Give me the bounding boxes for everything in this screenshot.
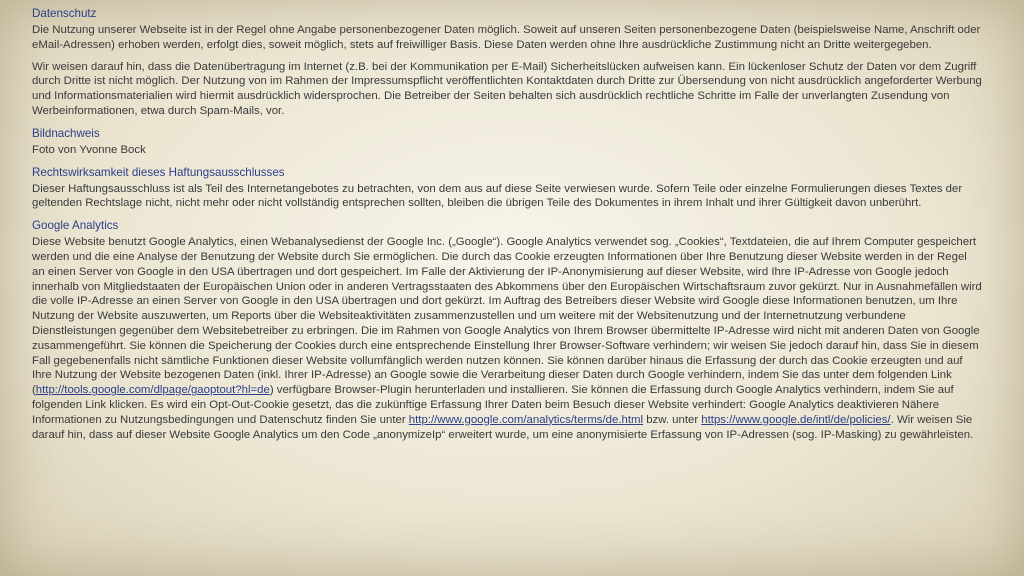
heading-bildnachweis: Bildnachweis: [32, 126, 100, 140]
heading-datenschutz: Datenschutz: [32, 7, 97, 20]
paragraph-google-analytics: [32, 235, 982, 442]
paragraph-bildnachweis: Foto von Yvonne Bock: [32, 143, 146, 156]
link-analytics-terms[interactable]: http://www.google.com/analytics/terms/de.html: [408, 413, 644, 426]
paragraph-datenschutz-2: Wir weisen darauf hin, dass die Datenübertragung im Internet (z.B. bei der Kommunikation per E-Mail) Sicherheitslücken aufweisen kann. Ein lückenloser Schutz der Daten vor dem Zugriff durch Dritte ist nicht möglich. Der Nutzung von im Rahmen der Impressumspflicht veröffentlichten Kontaktdaten durch Dritte zur Übersendung von nicht ausdrücklich angeforderter Werbung und Informationsmaterialien wird hiermit ausdrücklich widersprochen. Die Betreiber der Seiten behalten sich ausdrücklich rechtliche Schritte im Falle der unverlangten Zusendung von Werbeinformationen, etwa durch Spam-Mails, vor.: [32, 60, 982, 117]
document-content: [32, 6, 982, 449]
link-google-policies[interactable]: https://www.google.de/intl/de/policies/: [701, 413, 891, 426]
heading-google-analytics: Google Analytics: [32, 219, 119, 233]
ga-text-part3: bzw. unter: [643, 413, 702, 426]
ga-text-part1: Diese Website benutzt Google Analytics, einen Webanalysedienst der Google Inc. („Google“). Google Analytics verwendet sog. „Cookies“, Textdateien, die auf Ihrem Computer gespeichert werden und die eine Analyse der Benutzung der Website durch Sie ermöglichen. Die durch das Cookie erzeugten Informationen über Ihre Benutzung dieser Website werden in der Regel an einen Server von Google in den USA übertragen und dort gespeichert. Im Falle der Aktivierung der IP-Anonymisierung auf dieser Website, wird Ihre IP-Adresse von Google jedoch innerhalb von Mitgliedstaaten der Europäischen Union oder in anderen Vertragsstaaten des Abkommens über den Europäischen Wirtschaftsraum zuvor gekürzt. Nur in Ausnahmefällen wird die volle IP-Adresse an einen Server von Google in den USA übertragen und dort gekürzt. Im Auftrag des Betreibers dieser Website wird Google diese Informationen benutzen, um Ihre Nutzung der Website auszuwerten, um Reports über die Websiteaktivitäten zusammenzustellen und um weitere mit der Websitenutzung und der Internetnutzung verbundene Dienstleistungen gegenüber dem Websitebetreiber zu erbringen. Die im Rahmen von Google Analytics von Ihrem Browser übermittelte IP-Adresse wird nicht mit anderen Daten von Google zusammengeführt. Sie können die Speicherung der Cookies durch eine entsprechende Einstellung Ihrer Browser-Software verhindern; wir weisen Sie jedoch darauf hin, dass Sie in diesem Fall gegebenenfalls nicht sämtliche Funktionen dieser Website vollumfänglich werden nutzen können. Sie können darüber hinaus die Erfassung der durch das Cookie erzeugten und auf Ihre Nutzung der Website bezogenen Daten (inkl. Ihrer IP-Adresse) an Google sowie die Verarbeitung dieser Daten durch Google verhindern, indem Sie das unter dem folgenden Link (: [32, 236, 982, 397]
link-gaoptout[interactable]: http://tools.google.com/dlpage/gaoptout?hl=de: [35, 384, 270, 397]
ga-text-part2: ) verfügbare Browser-Plugin herunterladen und installieren. Sie können die Erfassung durch Google Analytics verhindern, indem Sie auf folgenden Link klicken. Es wird ein Opt-Out-Cookie gesetzt, das die zukünftige Erfassung Ihrer Daten beim Besuch dieser Website verhindert: Google Analytics deaktivieren Nähere Informationen zu Nutzungsbedingungen und Datenschutz finden Sie unter: [32, 384, 954, 426]
ga-text-part4: . Wir weisen Sie darauf hin, dass auf dieser Website Google Analytics um den Code „anonymizeIp“ erweitert wurde, um eine anonymisierte Erfassung von IP-Adressen (sog. IP-Masking) zu gewährleisten.: [32, 413, 974, 441]
paragraph-datenschutz-1: Die Nutzung unserer Webseite ist in der Regel ohne Angabe personenbezogener Daten möglich. Soweit auf unseren Seiten personenbezogene Daten (beispielsweise Name, Anschrift oder eMail-Adressen) erhoben werden, erfolgt dies, soweit möglich, stets auf freiwilliger Basis. Diese Daten werden ohne Ihre ausdrückliche Zustimmung nicht an Dritte weitergegeben.: [32, 24, 981, 51]
paragraph-rechtswirksamkeit: Dieser Haftungsausschluss ist als Teil des Internetangebotes zu betrachten, von dem aus auf diese Seite verwiesen wurde. Sofern Teile oder einzelne Formulierungen dieses Textes der geltenden Rechtslage nicht, nicht mehr oder nicht vollständig entsprechen sollten, bleiben die übrigen Teile des Dokumentes in ihrem Inhalt und ihrer Gültigkeit davon unberührt.: [32, 182, 963, 210]
heading-rechtswirksamkeit: Rechtswirksamkeit dieses Haftungsausschlusses: [32, 165, 285, 179]
